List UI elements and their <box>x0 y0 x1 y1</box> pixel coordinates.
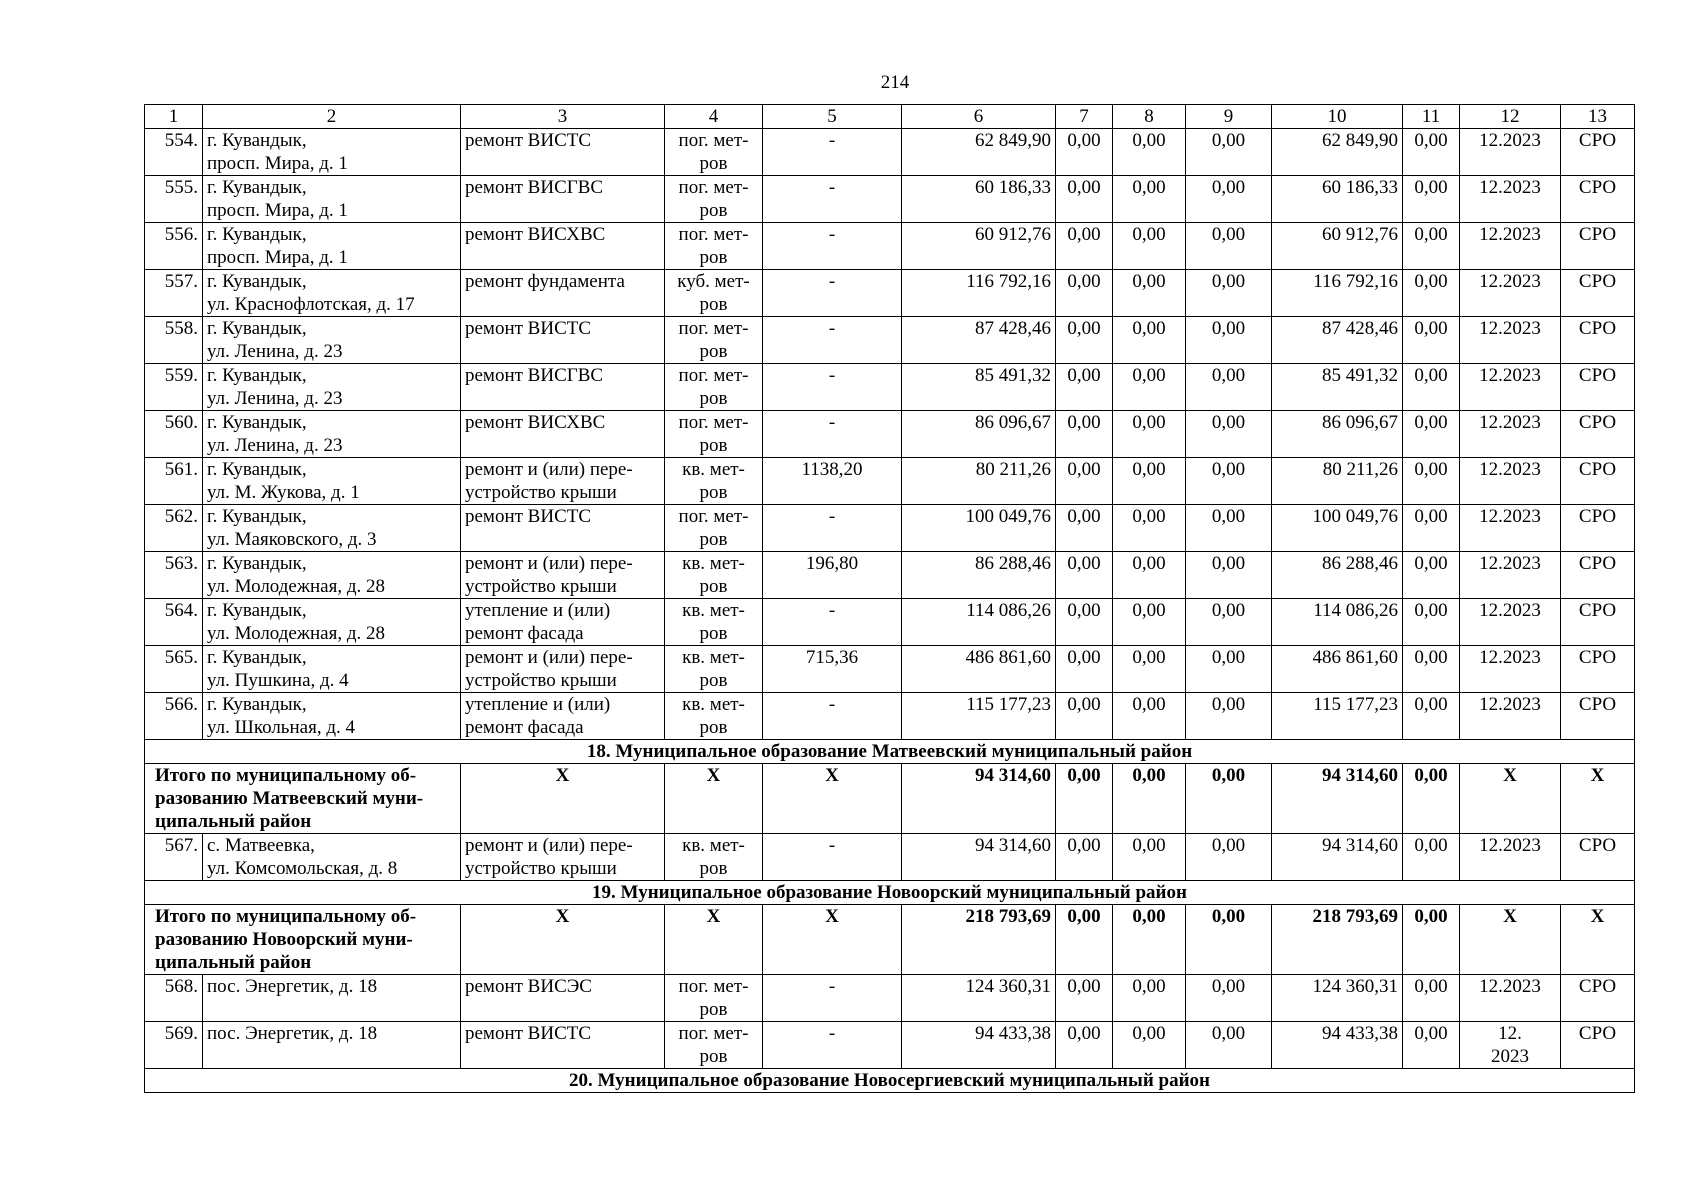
cell-completion-date: 12.2023 <box>1460 176 1561 223</box>
cell-fund-federal: 0,00 <box>1056 834 1113 881</box>
cell-fund-federal: 0,00 <box>1056 505 1113 552</box>
cell-completion-date: 12.2023 <box>1460 646 1561 693</box>
subtotal-row <box>145 764 1635 834</box>
subtotal-label: Итого по муниципальному об- разованию Матвеевский муни- ципальный район <box>145 764 461 834</box>
cell-completion-date: 12.2023 <box>1460 599 1561 646</box>
cell-executor: СРО <box>1561 975 1635 1022</box>
cell-address: г. Кувандык, ул. Пушкина, д. 4 <box>203 646 461 693</box>
column-number-3: 3 <box>461 105 665 129</box>
cell-volume: - <box>763 599 902 646</box>
cell-other-funds: 0,00 <box>1403 411 1460 458</box>
cell-cost-total: 86 288,46 <box>902 552 1056 599</box>
cell-unit: пог. мет- ров <box>665 223 763 270</box>
cell-unit: кв. мет- ров <box>665 552 763 599</box>
cell-other-funds: 0,00 <box>1403 1022 1460 1069</box>
column-number-6: 6 <box>902 105 1056 129</box>
column-number-12: 12 <box>1460 105 1561 129</box>
cell-budget-local: 0,00 <box>1186 552 1272 599</box>
subtotal-other-funds: 0,00 <box>1403 764 1460 834</box>
subtotal-budget-local: 0,00 <box>1186 905 1272 975</box>
cell-row-number: 557. <box>145 270 203 317</box>
cell-address: г. Кувандык, ул. М. Жукова, д. 1 <box>203 458 461 505</box>
cell-row-number: 566. <box>145 693 203 740</box>
cell-owner-funds: 486 861,60 <box>1272 646 1403 693</box>
cell-volume: - <box>763 693 902 740</box>
cell-owner-funds: 86 288,46 <box>1272 552 1403 599</box>
cell-executor: СРО <box>1561 270 1635 317</box>
cell-cost-total: 486 861,60 <box>902 646 1056 693</box>
cell-unit: кв. мет- ров <box>665 458 763 505</box>
cell-budget-regional: 0,00 <box>1113 270 1186 317</box>
subtotal-volume: Х <box>763 905 902 975</box>
cell-volume: 1138,20 <box>763 458 902 505</box>
cell-owner-funds: 115 177,23 <box>1272 693 1403 740</box>
cell-address: пос. Энергетик, д. 18 <box>203 975 461 1022</box>
section-heading-row <box>145 881 1635 905</box>
cell-work-type: ремонт ВИСТС <box>461 129 665 176</box>
cell-fund-federal: 0,00 <box>1056 975 1113 1022</box>
subtotal-work-type: Х <box>461 905 665 975</box>
cell-cost-total: 100 049,76 <box>902 505 1056 552</box>
cell-executor: СРО <box>1561 552 1635 599</box>
cell-owner-funds: 86 096,67 <box>1272 411 1403 458</box>
table-body <box>145 105 1635 1093</box>
cell-fund-federal: 0,00 <box>1056 411 1113 458</box>
cell-cost-total: 87 428,46 <box>902 317 1056 364</box>
cell-fund-federal: 0,00 <box>1056 693 1113 740</box>
table-row <box>145 505 1635 552</box>
cell-unit: кв. мет- ров <box>665 599 763 646</box>
cell-volume: - <box>763 176 902 223</box>
cell-other-funds: 0,00 <box>1403 693 1460 740</box>
cell-address: г. Кувандык, ул. Ленина, д. 23 <box>203 317 461 364</box>
subtotal-other-funds: 0,00 <box>1403 905 1460 975</box>
cell-budget-local: 0,00 <box>1186 646 1272 693</box>
cell-executor: СРО <box>1561 646 1635 693</box>
subtotal-volume: Х <box>763 764 902 834</box>
cell-completion-date: 12.2023 <box>1460 834 1561 881</box>
cell-row-number: 568. <box>145 975 203 1022</box>
cell-owner-funds: 80 211,26 <box>1272 458 1403 505</box>
cell-cost-total: 80 211,26 <box>902 458 1056 505</box>
cell-unit: пог. мет- ров <box>665 411 763 458</box>
cell-other-funds: 0,00 <box>1403 270 1460 317</box>
cell-address: г. Кувандык, ул. Краснофлотская, д. 17 <box>203 270 461 317</box>
cell-executor: СРО <box>1561 411 1635 458</box>
cell-row-number: 561. <box>145 458 203 505</box>
cell-other-funds: 0,00 <box>1403 599 1460 646</box>
subtotal-completion-date: Х <box>1460 764 1561 834</box>
cell-fund-federal: 0,00 <box>1056 176 1113 223</box>
cell-work-type: ремонт фундамента <box>461 270 665 317</box>
cell-budget-regional: 0,00 <box>1113 411 1186 458</box>
cell-budget-regional: 0,00 <box>1113 693 1186 740</box>
cell-executor: СРО <box>1561 1022 1635 1069</box>
cell-budget-regional: 0,00 <box>1113 364 1186 411</box>
cell-executor: СРО <box>1561 223 1635 270</box>
cell-fund-federal: 0,00 <box>1056 223 1113 270</box>
cell-completion-date: 12.2023 <box>1460 364 1561 411</box>
cell-other-funds: 0,00 <box>1403 223 1460 270</box>
subtotal-budget-regional: 0,00 <box>1113 764 1186 834</box>
table-row <box>145 317 1635 364</box>
subtotal-budget-regional: 0,00 <box>1113 905 1186 975</box>
cell-budget-local: 0,00 <box>1186 693 1272 740</box>
cell-budget-regional: 0,00 <box>1113 458 1186 505</box>
cell-other-funds: 0,00 <box>1403 317 1460 364</box>
cell-completion-date: 12.2023 <box>1460 458 1561 505</box>
table-row <box>145 270 1635 317</box>
cell-owner-funds: 60 186,33 <box>1272 176 1403 223</box>
cell-other-funds: 0,00 <box>1403 834 1460 881</box>
cell-fund-federal: 0,00 <box>1056 129 1113 176</box>
subtotal-cost-total: 218 793,69 <box>902 905 1056 975</box>
cell-address: г. Кувандык, ул. Молодежная, д. 28 <box>203 599 461 646</box>
cell-owner-funds: 62 849,90 <box>1272 129 1403 176</box>
cell-cost-total: 116 792,16 <box>902 270 1056 317</box>
section-heading-row <box>145 740 1635 764</box>
subtotal-owner-funds: 218 793,69 <box>1272 905 1403 975</box>
column-number-11: 11 <box>1403 105 1460 129</box>
cell-budget-local: 0,00 <box>1186 129 1272 176</box>
cell-owner-funds: 85 491,32 <box>1272 364 1403 411</box>
cell-row-number: 560. <box>145 411 203 458</box>
cell-unit: пог. мет- ров <box>665 176 763 223</box>
table-row <box>145 458 1635 505</box>
subtotal-executor: Х <box>1561 905 1635 975</box>
cell-executor: СРО <box>1561 458 1635 505</box>
cell-volume: - <box>763 223 902 270</box>
cell-row-number: 567. <box>145 834 203 881</box>
cell-volume: 196,80 <box>763 552 902 599</box>
cell-budget-regional: 0,00 <box>1113 834 1186 881</box>
cell-volume: 715,36 <box>763 646 902 693</box>
subtotal-budget-local: 0,00 <box>1186 764 1272 834</box>
column-number-10: 10 <box>1272 105 1403 129</box>
cell-budget-local: 0,00 <box>1186 834 1272 881</box>
cell-fund-federal: 0,00 <box>1056 599 1113 646</box>
cell-other-funds: 0,00 <box>1403 458 1460 505</box>
section-heading: 20. Муниципальное образование Новосергиевский муниципальный район <box>145 1069 1635 1093</box>
table-row <box>145 364 1635 411</box>
cell-volume: - <box>763 1022 902 1069</box>
cell-address: г. Кувандык, просп. Мира, д. 1 <box>203 176 461 223</box>
cell-unit: пог. мет- ров <box>665 317 763 364</box>
cell-executor: СРО <box>1561 317 1635 364</box>
column-number-8: 8 <box>1113 105 1186 129</box>
table-row <box>145 411 1635 458</box>
cell-volume: - <box>763 975 902 1022</box>
table-row <box>145 129 1635 176</box>
cell-row-number: 558. <box>145 317 203 364</box>
cell-executor: СРО <box>1561 599 1635 646</box>
cell-fund-federal: 0,00 <box>1056 458 1113 505</box>
cell-budget-regional: 0,00 <box>1113 317 1186 364</box>
cell-cost-total: 94 433,38 <box>902 1022 1056 1069</box>
cell-cost-total: 60 912,76 <box>902 223 1056 270</box>
column-number-9: 9 <box>1186 105 1272 129</box>
subtotal-unit: Х <box>665 905 763 975</box>
cell-completion-date: 12.2023 <box>1460 693 1561 740</box>
section-heading-row <box>145 1069 1635 1093</box>
cell-other-funds: 0,00 <box>1403 129 1460 176</box>
table-row <box>145 975 1635 1022</box>
cell-address: г. Кувандык, ул. Маяковского, д. 3 <box>203 505 461 552</box>
cell-volume: - <box>763 364 902 411</box>
cell-work-type: ремонт ВИСХВС <box>461 411 665 458</box>
cell-executor: СРО <box>1561 176 1635 223</box>
cell-completion-date: 12. 2023 <box>1460 1022 1561 1069</box>
cell-budget-local: 0,00 <box>1186 364 1272 411</box>
cell-budget-regional: 0,00 <box>1113 176 1186 223</box>
cell-unit: пог. мет- ров <box>665 1022 763 1069</box>
cell-budget-regional: 0,00 <box>1113 599 1186 646</box>
cell-unit: куб. мет- ров <box>665 270 763 317</box>
cell-row-number: 564. <box>145 599 203 646</box>
cell-budget-regional: 0,00 <box>1113 1022 1186 1069</box>
section-heading: 18. Муниципальное образование Матвеевский муниципальный район <box>145 740 1635 764</box>
cell-cost-total: 115 177,23 <box>902 693 1056 740</box>
cell-cost-total: 94 314,60 <box>902 834 1056 881</box>
cell-row-number: 555. <box>145 176 203 223</box>
cell-executor: СРО <box>1561 129 1635 176</box>
subtotal-fund-federal: 0,00 <box>1056 764 1113 834</box>
table-row <box>145 552 1635 599</box>
cell-fund-federal: 0,00 <box>1056 270 1113 317</box>
cell-work-type: ремонт ВИСТС <box>461 317 665 364</box>
cell-other-funds: 0,00 <box>1403 364 1460 411</box>
subtotal-row <box>145 905 1635 975</box>
cell-executor: СРО <box>1561 364 1635 411</box>
cell-cost-total: 62 849,90 <box>902 129 1056 176</box>
cell-row-number: 554. <box>145 129 203 176</box>
cell-address: с. Матвеевка, ул. Комсомольская, д. 8 <box>203 834 461 881</box>
cell-budget-local: 0,00 <box>1186 176 1272 223</box>
cell-other-funds: 0,00 <box>1403 975 1460 1022</box>
cell-completion-date: 12.2023 <box>1460 129 1561 176</box>
subtotal-unit: Х <box>665 764 763 834</box>
cell-fund-federal: 0,00 <box>1056 646 1113 693</box>
cell-address: г. Кувандык, просп. Мира, д. 1 <box>203 223 461 270</box>
column-number-row <box>145 105 1635 129</box>
cell-row-number: 559. <box>145 364 203 411</box>
cell-completion-date: 12.2023 <box>1460 317 1561 364</box>
cell-budget-local: 0,00 <box>1186 505 1272 552</box>
cell-cost-total: 85 491,32 <box>902 364 1056 411</box>
cell-address: пос. Энергетик, д. 18 <box>203 1022 461 1069</box>
cell-budget-regional: 0,00 <box>1113 223 1186 270</box>
cell-owner-funds: 124 360,31 <box>1272 975 1403 1022</box>
cell-completion-date: 12.2023 <box>1460 505 1561 552</box>
column-number-1: 1 <box>145 105 203 129</box>
column-number-7: 7 <box>1056 105 1113 129</box>
cell-unit: пог. мет- ров <box>665 505 763 552</box>
cell-budget-regional: 0,00 <box>1113 975 1186 1022</box>
cell-volume: - <box>763 411 902 458</box>
cell-work-type: ремонт и (или) пере- устройство крыши <box>461 458 665 505</box>
cell-owner-funds: 100 049,76 <box>1272 505 1403 552</box>
subtotal-executor: Х <box>1561 764 1635 834</box>
table-row <box>145 1022 1635 1069</box>
cell-row-number: 569. <box>145 1022 203 1069</box>
cell-work-type: ремонт и (или) пере- устройство крыши <box>461 834 665 881</box>
cell-row-number: 565. <box>145 646 203 693</box>
cell-completion-date: 12.2023 <box>1460 411 1561 458</box>
cell-row-number: 556. <box>145 223 203 270</box>
cell-budget-local: 0,00 <box>1186 1022 1272 1069</box>
page-number: 214 <box>880 72 910 93</box>
column-number-4: 4 <box>665 105 763 129</box>
cell-budget-regional: 0,00 <box>1113 552 1186 599</box>
cell-address: г. Кувандык, ул. Ленина, д. 23 <box>203 364 461 411</box>
cell-fund-federal: 0,00 <box>1056 1022 1113 1069</box>
table-row <box>145 223 1635 270</box>
cell-budget-local: 0,00 <box>1186 317 1272 364</box>
column-number-13: 13 <box>1561 105 1635 129</box>
cell-budget-local: 0,00 <box>1186 458 1272 505</box>
cell-owner-funds: 94 314,60 <box>1272 834 1403 881</box>
cell-owner-funds: 114 086,26 <box>1272 599 1403 646</box>
cell-owner-funds: 116 792,16 <box>1272 270 1403 317</box>
cell-completion-date: 12.2023 <box>1460 270 1561 317</box>
cell-row-number: 563. <box>145 552 203 599</box>
cell-unit: кв. мет- ров <box>665 693 763 740</box>
cell-executor: СРО <box>1561 834 1635 881</box>
cell-budget-local: 0,00 <box>1186 270 1272 317</box>
column-number-5: 5 <box>763 105 902 129</box>
cell-fund-federal: 0,00 <box>1056 364 1113 411</box>
cell-budget-regional: 0,00 <box>1113 129 1186 176</box>
table-row <box>145 693 1635 740</box>
cell-fund-federal: 0,00 <box>1056 317 1113 364</box>
cell-address: г. Кувандык, ул. Ленина, д. 23 <box>203 411 461 458</box>
cell-executor: СРО <box>1561 505 1635 552</box>
cell-unit: пог. мет- ров <box>665 129 763 176</box>
subtotal-fund-federal: 0,00 <box>1056 905 1113 975</box>
cell-work-type: ремонт и (или) пере- устройство крыши <box>461 646 665 693</box>
cell-other-funds: 0,00 <box>1403 552 1460 599</box>
cell-cost-total: 124 360,31 <box>902 975 1056 1022</box>
cell-cost-total: 60 186,33 <box>902 176 1056 223</box>
cell-work-type: ремонт ВИСТС <box>461 1022 665 1069</box>
cell-address: г. Кувандык, просп. Мира, д. 1 <box>203 129 461 176</box>
subtotal-label: Итого по муниципальному об- разованию Новоорский муни- ципальный район <box>145 905 461 975</box>
cell-executor: СРО <box>1561 693 1635 740</box>
subtotal-work-type: Х <box>461 764 665 834</box>
table-row <box>145 176 1635 223</box>
cell-owner-funds: 60 912,76 <box>1272 223 1403 270</box>
cell-completion-date: 12.2023 <box>1460 975 1561 1022</box>
cell-work-type: утепление и (или) ремонт фасада <box>461 693 665 740</box>
cell-budget-local: 0,00 <box>1186 411 1272 458</box>
column-number-2: 2 <box>203 105 461 129</box>
table-row <box>145 834 1635 881</box>
cell-cost-total: 86 096,67 <box>902 411 1056 458</box>
repair-register-table <box>144 104 1635 1093</box>
subtotal-owner-funds: 94 314,60 <box>1272 764 1403 834</box>
cell-address: г. Кувандык, ул. Школьная, д. 4 <box>203 693 461 740</box>
cell-unit: кв. мет- ров <box>665 646 763 693</box>
cell-budget-local: 0,00 <box>1186 975 1272 1022</box>
cell-work-type: утепление и (или) ремонт фасада <box>461 599 665 646</box>
cell-budget-regional: 0,00 <box>1113 646 1186 693</box>
cell-other-funds: 0,00 <box>1403 176 1460 223</box>
cell-work-type: ремонт ВИСХВС <box>461 223 665 270</box>
cell-completion-date: 12.2023 <box>1460 552 1561 599</box>
cell-owner-funds: 87 428,46 <box>1272 317 1403 364</box>
cell-volume: - <box>763 834 902 881</box>
cell-row-number: 562. <box>145 505 203 552</box>
table-row <box>145 646 1635 693</box>
cell-unit: кв. мет- ров <box>665 834 763 881</box>
cell-volume: - <box>763 505 902 552</box>
subtotal-cost-total: 94 314,60 <box>902 764 1056 834</box>
cell-budget-local: 0,00 <box>1186 223 1272 270</box>
cell-budget-regional: 0,00 <box>1113 505 1186 552</box>
cell-work-type: ремонт и (или) пере- устройство крыши <box>461 552 665 599</box>
cell-work-type: ремонт ВИСГВС <box>461 176 665 223</box>
cell-work-type: ремонт ВИСГВС <box>461 364 665 411</box>
cell-other-funds: 0,00 <box>1403 646 1460 693</box>
cell-address: г. Кувандык, ул. Молодежная, д. 28 <box>203 552 461 599</box>
cell-budget-local: 0,00 <box>1186 599 1272 646</box>
cell-other-funds: 0,00 <box>1403 505 1460 552</box>
cell-work-type: ремонт ВИСТС <box>461 505 665 552</box>
cell-fund-federal: 0,00 <box>1056 552 1113 599</box>
cell-work-type: ремонт ВИСЭС <box>461 975 665 1022</box>
cell-unit: пог. мет- ров <box>665 975 763 1022</box>
cell-cost-total: 114 086,26 <box>902 599 1056 646</box>
table-row <box>145 599 1635 646</box>
cell-volume: - <box>763 317 902 364</box>
section-heading: 19. Муниципальное образование Новоорский муниципальный район <box>145 881 1635 905</box>
subtotal-completion-date: Х <box>1460 905 1561 975</box>
cell-volume: - <box>763 129 902 176</box>
cell-volume: - <box>763 270 902 317</box>
cell-completion-date: 12.2023 <box>1460 223 1561 270</box>
cell-unit: пог. мет- ров <box>665 364 763 411</box>
cell-owner-funds: 94 433,38 <box>1272 1022 1403 1069</box>
